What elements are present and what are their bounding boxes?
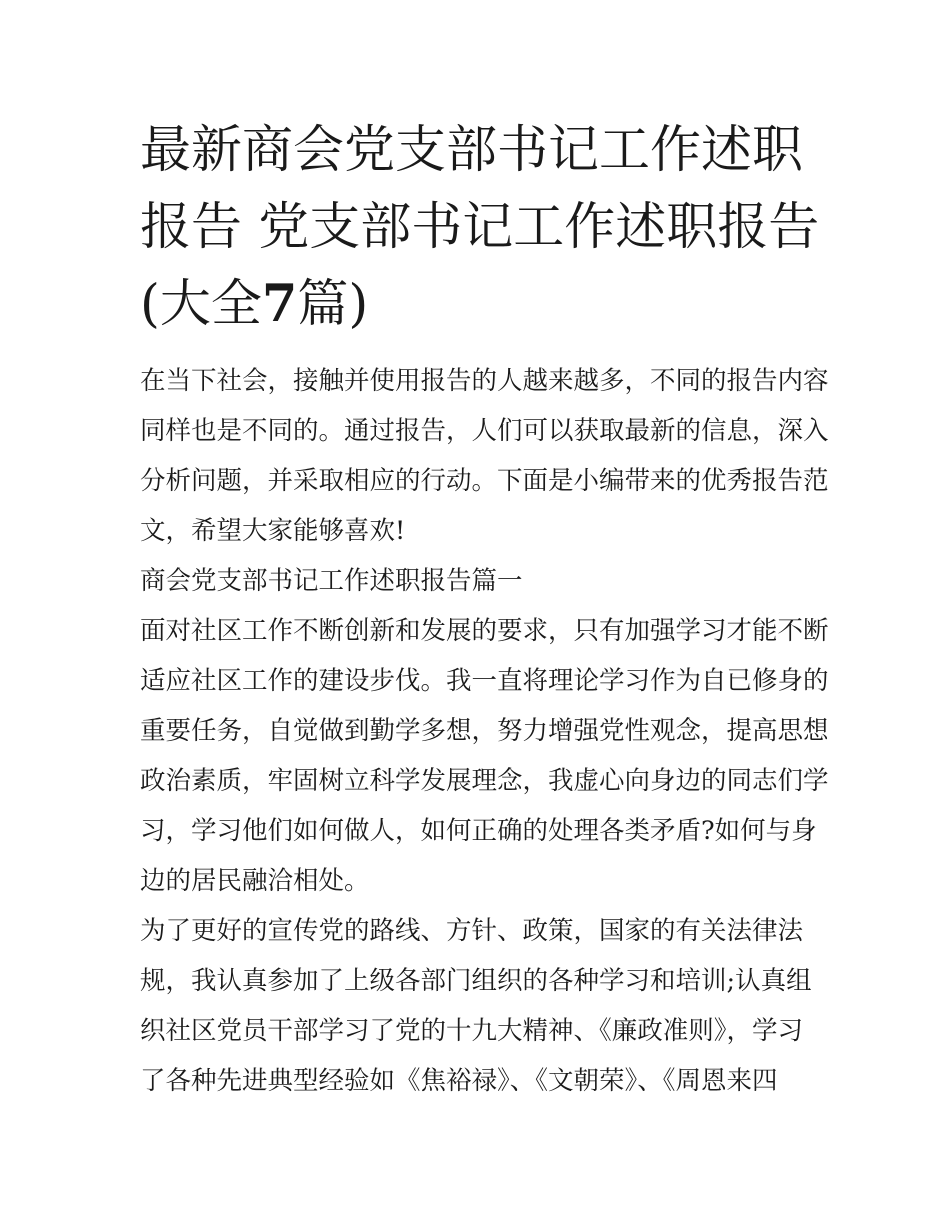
paragraph1-line: 边的居民融洽相处。 [140, 866, 370, 896]
paragraph1-line: 重要任务，自觉做到勤学多想，努力增强党性观念，提高思想 [140, 716, 829, 746]
title-line-3-number: 7 [261, 274, 298, 334]
title-line-2: 报告 党支部书记工作述职报告 [140, 198, 820, 257]
title-line-1: 最新商会党支部书记工作述职 [140, 121, 804, 180]
paragraph2-line: 织社区党员干部学习了党的十九大精神、《廉政准则》，学习 [140, 1016, 804, 1046]
paragraph2-line: 规，我认真参加了上级各部门组织的各种学习和培训;认真组 [140, 966, 812, 996]
title-line-3 [140, 266, 820, 343]
paragraph1-line: 面对社区工作不断创新和发展的要求，只有加强学习才能不断 [140, 616, 829, 646]
intro-line: 同样也是不同的。通过报告，人们可以获取最新的信息，深入 [140, 416, 829, 446]
title-line-3-suffix: 篇) [297, 275, 369, 334]
intro-line: 分析问题，并采取相应的行动。下面是小编带来的优秀报告范 [140, 466, 829, 496]
section-heading: 商会党支部书记工作述职报告篇一 [140, 566, 523, 596]
intro-line: 文，希望大家能够喜欢! [140, 516, 406, 546]
paragraph2-line: 了各种先进典型经验如《焦裕禄》、《文朝荣》、《周恩来四 [140, 1066, 778, 1096]
paragraph2-line: 为了更好的宣传党的路线、方针、政策，国家的有关法律法 [140, 916, 804, 946]
paragraph1-line: 习，学习他们如何做人，如何正确的处理各类矛盾?如何与身 [140, 816, 817, 846]
title-line-3-prefix: (大全 [140, 275, 262, 334]
paragraph1-line: 适应社区工作的建设步伐。我一直将理论学习作为自已修身的 [140, 666, 829, 696]
paragraph1-line: 政治素质，牢固树立科学发展理念，我虚心向身边的同志们学 [140, 766, 829, 796]
document-body [140, 356, 829, 1106]
page-title [140, 112, 820, 343]
intro-line: 在当下社会，接触并使用报告的人越来越多，不同的报告内容 [140, 366, 829, 396]
